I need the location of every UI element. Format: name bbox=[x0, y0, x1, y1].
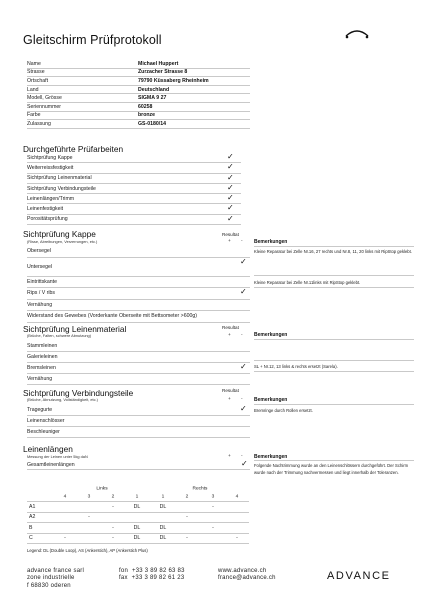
item-label: Vernähung bbox=[27, 301, 53, 308]
leinenmaterial-list bbox=[27, 341, 250, 385]
row-label: B bbox=[29, 524, 33, 531]
table-cell: DL bbox=[159, 503, 167, 510]
table-cell: DL bbox=[159, 535, 167, 542]
minus-header-leinenlaengen: - bbox=[241, 454, 243, 459]
section-title-pruefarbeiten: Durchgeführte Prüfarbeiten bbox=[23, 144, 124, 154]
column-header: 2 bbox=[111, 494, 115, 500]
remark-text: Bremringe durch Rollen ersetzt. bbox=[254, 408, 313, 413]
info-row bbox=[27, 120, 250, 129]
list-item bbox=[27, 405, 250, 416]
remarks-label: Bemerkungen bbox=[254, 330, 414, 340]
remarks-kappe bbox=[254, 237, 414, 288]
remarks-label: Bemerkungen bbox=[254, 453, 414, 461]
section-title-leinenmaterial: Sichtprüfung Leinenmaterial bbox=[23, 324, 127, 334]
table-cell: DL bbox=[159, 524, 167, 531]
table-cell: DL bbox=[133, 503, 141, 510]
column-header: 2 bbox=[185, 494, 189, 500]
footer-fax-label: fax bbox=[119, 575, 128, 582]
list-item bbox=[27, 352, 250, 363]
list-item bbox=[27, 258, 250, 277]
info-value: Zurzacher Strasse 8 bbox=[138, 69, 188, 76]
remarks-label: Bemerkungen bbox=[254, 237, 414, 247]
check-icon: ✓ bbox=[227, 172, 234, 182]
remark-text: SL + Nr.12, 13 links & rechts ersetzt (Sarela). bbox=[254, 361, 414, 372]
footer-fax: +33 3 89 82 61 23 bbox=[131, 575, 185, 582]
table-body bbox=[27, 502, 249, 544]
list-item bbox=[27, 288, 250, 300]
info-row bbox=[27, 103, 250, 112]
item-label: Obersegel bbox=[27, 248, 51, 255]
list-item bbox=[27, 341, 250, 352]
check-icon: ✓ bbox=[240, 287, 247, 296]
item-label: Sichtprüfung Verbindungsteile bbox=[27, 185, 96, 192]
footer-company: advance france sarl bbox=[27, 568, 85, 574]
verbindungsteile-list bbox=[27, 405, 250, 438]
row-label: C bbox=[29, 535, 33, 542]
info-label: Zulassung bbox=[27, 120, 51, 127]
table-cell: - bbox=[212, 524, 214, 531]
line-length-table bbox=[27, 484, 249, 544]
item-label: Stammleinen bbox=[27, 343, 58, 349]
list-item bbox=[27, 215, 241, 225]
info-value: Michael Huppert bbox=[138, 60, 179, 67]
table-cell: DL bbox=[133, 524, 141, 531]
section-title-verbindungsteile: Sichtprüfung Verbindungsteile bbox=[23, 388, 134, 398]
check-icon: ✓ bbox=[227, 203, 234, 213]
minus-header-verbindungsteile: - bbox=[241, 397, 243, 402]
minus-header-leinenmaterial: - bbox=[241, 333, 243, 338]
list-item bbox=[27, 153, 241, 163]
footer-website[interactable]: www.advance.ch bbox=[218, 568, 267, 574]
check-icon: ✓ bbox=[240, 256, 247, 266]
row-label: A1 bbox=[29, 503, 36, 510]
check-icon: ✓ bbox=[227, 182, 234, 192]
info-label: Seriennummer bbox=[27, 103, 62, 110]
row-label: A2 bbox=[29, 514, 36, 521]
item-label: Leinenfestigkeit bbox=[27, 206, 64, 213]
item-label: Bremsleinen bbox=[27, 365, 56, 371]
paraglider-icon bbox=[344, 27, 370, 41]
info-row bbox=[27, 112, 250, 121]
item-label: Galerieleinen bbox=[27, 354, 58, 360]
item-label: Sichtprüfung Kappe bbox=[27, 154, 73, 161]
info-row bbox=[27, 77, 250, 86]
info-label: Land bbox=[27, 86, 39, 93]
section-subtitle-kappe: (Risse, Abreibungen, Verzerrungen, etc.) bbox=[27, 239, 98, 244]
table-row bbox=[27, 502, 249, 513]
footer-zone: zone industrielle bbox=[27, 575, 75, 582]
remark-text: Kleine Reparatur bei Zelle Nr.11links mit RipStop geklebt. bbox=[254, 276, 414, 288]
list-item bbox=[27, 174, 241, 184]
table-cell: - bbox=[88, 514, 90, 521]
info-row bbox=[27, 94, 250, 103]
table-row bbox=[27, 513, 249, 524]
table-header bbox=[27, 484, 249, 493]
list-item bbox=[27, 204, 241, 214]
table-cell: DL bbox=[133, 535, 141, 542]
table-cell: - bbox=[112, 524, 114, 531]
info-value: GS-0180/14 bbox=[138, 120, 166, 127]
item-label: Sichtprüfung Leinenmaterial bbox=[27, 175, 92, 182]
legend-text: Legend: DL (Double Loop), AS (Ankerstich), AP (Ankerstich Plus) bbox=[27, 548, 148, 553]
column-header: 4 bbox=[63, 494, 67, 500]
check-icon: ✓ bbox=[227, 162, 234, 172]
list-item bbox=[27, 460, 250, 470]
minus-header-kappe: - bbox=[241, 239, 243, 244]
plus-header-leinenlaengen: + bbox=[228, 454, 231, 459]
info-value: Deutschland bbox=[138, 86, 170, 93]
advance-logo: ADVANCE bbox=[327, 570, 391, 582]
rechts-header: Rechts bbox=[192, 486, 208, 491]
info-label: Modell, Grösse bbox=[27, 95, 62, 102]
footer-phone bbox=[119, 568, 185, 583]
remarks-leinenlaengen bbox=[254, 453, 414, 476]
info-value: 60258 bbox=[138, 103, 153, 110]
list-item bbox=[27, 194, 241, 204]
list-item bbox=[27, 311, 250, 323]
plus-header-leinenmaterial: + bbox=[228, 333, 231, 338]
list-item bbox=[27, 246, 250, 258]
column-header: 1 bbox=[161, 494, 165, 500]
check-icon: ✓ bbox=[227, 213, 234, 223]
remark-spacer bbox=[254, 340, 414, 361]
check-icon: ✓ bbox=[240, 404, 247, 413]
table-column-headers bbox=[27, 493, 249, 502]
item-label: Leinenschlösser bbox=[27, 418, 65, 424]
section-title-kappe: Sichtprüfung Kappe bbox=[23, 229, 96, 239]
item-label: Tragegurte bbox=[27, 407, 53, 413]
table-cell: - bbox=[186, 514, 188, 521]
list-item bbox=[27, 374, 250, 385]
column-header: 4 bbox=[235, 494, 239, 500]
pruefarbeiten-list bbox=[27, 153, 241, 225]
info-value: SIGMA 9 27 bbox=[138, 95, 167, 102]
result-header-leinenmaterial: Resultat bbox=[222, 325, 239, 330]
total-label: Gesamtleinenlängen bbox=[27, 461, 75, 468]
check-icon: ✓ bbox=[227, 152, 234, 161]
table-row bbox=[27, 523, 249, 534]
remarks-leinenmaterial bbox=[254, 330, 414, 372]
column-header: 3 bbox=[87, 494, 91, 500]
column-header: 1 bbox=[135, 494, 139, 500]
info-value: 79790 Küssaberg Rheinheim bbox=[138, 77, 209, 84]
plus-header-kappe: + bbox=[228, 239, 231, 244]
item-label: Untersegel bbox=[27, 263, 53, 270]
section-title-leinenlaengen: Leinenlängen bbox=[23, 444, 73, 454]
info-label: Strasse bbox=[27, 69, 45, 76]
check-icon: ✓ bbox=[227, 193, 234, 203]
table-cell: - bbox=[112, 535, 114, 542]
info-label: Name bbox=[27, 60, 41, 67]
result-header-kappe: Resultat bbox=[222, 232, 239, 237]
item-label: Eintrittskante bbox=[27, 278, 57, 285]
result-header-verbindungsteile: Resultat bbox=[222, 388, 239, 393]
leinenlaengen-total bbox=[27, 460, 250, 470]
table-cell: - bbox=[64, 535, 66, 542]
info-value: bronze bbox=[138, 112, 156, 119]
footer-city: f 68830 oderen bbox=[27, 582, 71, 589]
item-label: Beschleuniger bbox=[27, 429, 60, 435]
footer-email[interactable]: france@advance.ch bbox=[218, 575, 276, 582]
remark-text: Kleine Reparatur bei Zelle Nr.16, 27 rechts und Nr.8, 11, 20 links mit RipStop geklebt. bbox=[254, 247, 414, 276]
item-label: Porositätsprüfung bbox=[27, 216, 68, 223]
list-item bbox=[27, 427, 250, 438]
list-item bbox=[27, 277, 250, 289]
remarks-label: Bemerkungen bbox=[254, 395, 414, 405]
section-subtitle-leinenlaengen: Messung der Leinen unter 5kg daN bbox=[27, 454, 88, 459]
info-row bbox=[27, 86, 250, 95]
column-header: 3 bbox=[211, 494, 215, 500]
item-label: Leinenlängen/Trimm bbox=[27, 195, 75, 202]
remarks-verbindungsteile bbox=[254, 395, 414, 414]
item-label: Vernähung bbox=[27, 376, 53, 382]
list-item bbox=[27, 300, 250, 312]
footer-tel-label: fon bbox=[119, 568, 129, 574]
kappe-list bbox=[27, 246, 250, 323]
section-subtitle-leinenmaterial: (Brüche, Falten, schwere Abnutzung) bbox=[27, 333, 92, 338]
list-item bbox=[27, 163, 241, 173]
remark-text: Folgende Nachtrimmung wurde an den Leinenschlössern durchgeführt. Der Schirm wurde nach der Trimmung nachvermessen und liegt innerhalb der Toleranzen. bbox=[254, 463, 409, 476]
table-cell: - bbox=[186, 535, 188, 542]
list-item bbox=[27, 184, 241, 194]
section-subtitle-verbindungsteile: (Brüche, Abnutzung, Vollständigkeit, etc.) bbox=[27, 397, 98, 402]
check-icon: ✓ bbox=[241, 459, 248, 468]
item-label: Weiterreissfestigkeit bbox=[27, 164, 74, 171]
links-header: Links bbox=[96, 486, 108, 491]
item-label: Widerstand des Gewebes (Vorderkante Oberseite mit Bettsometer >600g) bbox=[27, 313, 197, 320]
info-label: Farbe bbox=[27, 112, 41, 119]
table-cell: - bbox=[112, 503, 114, 510]
footer-address bbox=[27, 568, 84, 590]
table-row bbox=[27, 534, 249, 545]
footer-web bbox=[218, 568, 276, 583]
pilot-info-table bbox=[27, 60, 250, 129]
plus-header-verbindungsteile: + bbox=[228, 397, 231, 402]
table-cell: - bbox=[236, 535, 238, 542]
list-item bbox=[27, 363, 250, 374]
footer-tel: +33 3 89 82 63 83 bbox=[131, 568, 185, 574]
check-icon: ✓ bbox=[240, 362, 247, 371]
info-row bbox=[27, 60, 250, 69]
list-item bbox=[27, 416, 250, 427]
page-title: Gleitschirm Prüfprotokoll bbox=[23, 33, 162, 47]
item-label: Rips / V ribs bbox=[27, 290, 55, 297]
info-row bbox=[27, 69, 250, 78]
table-cell: - bbox=[212, 503, 214, 510]
info-label: Ortschaft bbox=[27, 77, 49, 84]
